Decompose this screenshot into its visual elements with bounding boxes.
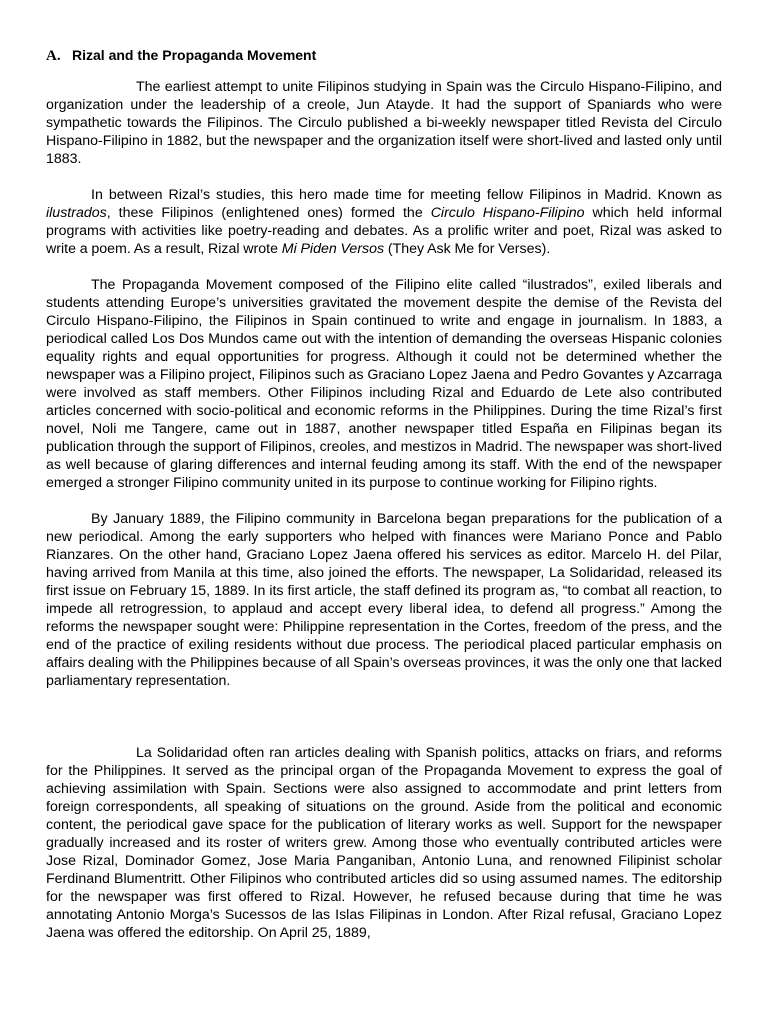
text-run: which held informal programs with activities like poetry-reading and debates. As a prolific writer and poet, Rizal was asked to write a poem. As a result, Rizal wrote [46, 205, 722, 257]
text-run: In between Rizal’s studies, this hero made time for meeting fellow Filipinos in Madrid. Known as [91, 187, 722, 203]
paragraph-ilustrados [46, 186, 722, 258]
italic-term-circulo: Circulo Hispano-Filipino [430, 205, 585, 221]
paragraph-la-solidaridad-content: La Solidaridad often ran articles dealing with Spanish politics, attacks on friars, and reforms for the Philippines. It served as the principal organ of the Propaganda Movement to express the goal of achieving assimilation with Spain. Sections were also assigned to accommodate and print letters from foreign correspondents, all speaking of situations on the ground. Aside from the political and economic content, the periodical gave space for the publication of literary works as well. Support for the newspaper gradually increased and its roster of writers grew. Among those who eventually contributed articles were Jose Rizal, Dominador Gomez, Jose Maria Panganiban, Antonio Luna, and renowned Filipinist scholar Ferdinand Blumentritt. Other Filipinos who contributed articles did so using assumed names. The editorship for the newspaper was first offered to Rizal. However, he refused because during that time he was annotating Antonio Morga’s Sucessos de las Islas Filipinas in London. After Rizal refusal, Graciano Lopez Jaena was offered the editorship. On April 25, 1889, [46, 745, 722, 941]
section-letter: A. [46, 48, 61, 64]
section-heading [46, 46, 722, 65]
document-page [46, 46, 722, 942]
paragraph-la-solidaridad-founding: By January 1889, the Filipino community in Barcelona began preparations for the publication of a new periodical. Among the early supporters who helped with finances were Mariano Ponce and Pablo Rianzares. On the other hand, Graciano Lopez Jaena offered his services as editor. Marcelo H. del Pilar, having arrived from Manila at this time, also joined the efforts. The newspaper, La Solidaridad, released its first issue on February 15, 1889. In its first article, the staff defined its program as, “to combat all reaction, to impede all retrogression, to applaud and accept every liberal idea, to defend all progress.” Among the reforms the newspaper sought were: Philippine representation in the Cortes, freedom of the press, and the end of the practice of exiling residents without due process. The periodical placed particular emphasis on affairs dealing with the Philippines because of all Spain’s overseas provinces, it was the only one that lacked parliamentary representation. [46, 511, 722, 689]
paragraph-propaganda-movement: The Propaganda Movement composed of the Filipino elite called “ilustrados”, exiled liberals and students attending Europe’s universities gravitated the movement despite the demise of the Revista del Circulo Hispano-Filipino, the Filipinos in Spain continued to write and engage in journalism. In 1883, a periodical called Los Dos Mundos came out with the intention of demanding the overseas Hispanic colonies equality rights and equal opportunities for progress. Although it could not be determined whether the newspaper was a Filipino project, Filipinos such as Graciano Lopez Jaena and Pedro Govantes y Azcarraga were involved as staff members. Other Filipinos including Rizal and Eduardo de Lete also contributed articles concerned with socio-political and economic reforms in the Philippines. During the time Rizal’s first novel, Noli me Tangere, came out in 1887, another newspaper titled España en Filipinas began its publication through the support of Filipinos, creoles, and mestizos in Madrid. The newspaper was short-lived as well because of glaring differences and internal feuding among its staff. With the end of the newspaper emerged a stronger Filipino community united in its purpose to continue working for Filipino rights. [46, 277, 722, 491]
italic-title-mi-piden-versos: Mi Piden Versos [281, 241, 385, 257]
italic-term-ilustrados: ilustrados [46, 205, 107, 221]
text-run: (They Ask Me for Verses). [384, 241, 551, 257]
section-title: Rizal and the Propaganda Movement [72, 47, 317, 63]
text-run: , these Filipinos (enlightened ones) formed the [106, 205, 431, 221]
paragraph-circulo-hispano-filipino: The earliest attempt to unite Filipinos studying in Spain was the Circulo Hispano-Filipino, and organization under the leadership of a creole, Jun Atayde. It had the support of Spaniards who were sympathetic towards the Filipinos. The Circulo published a bi-weekly newspaper titled Revista del Circulo Hispano-Filipino in 1882, but the newspaper and the organization itself were short-lived and lasted only until 1883. [46, 79, 722, 167]
